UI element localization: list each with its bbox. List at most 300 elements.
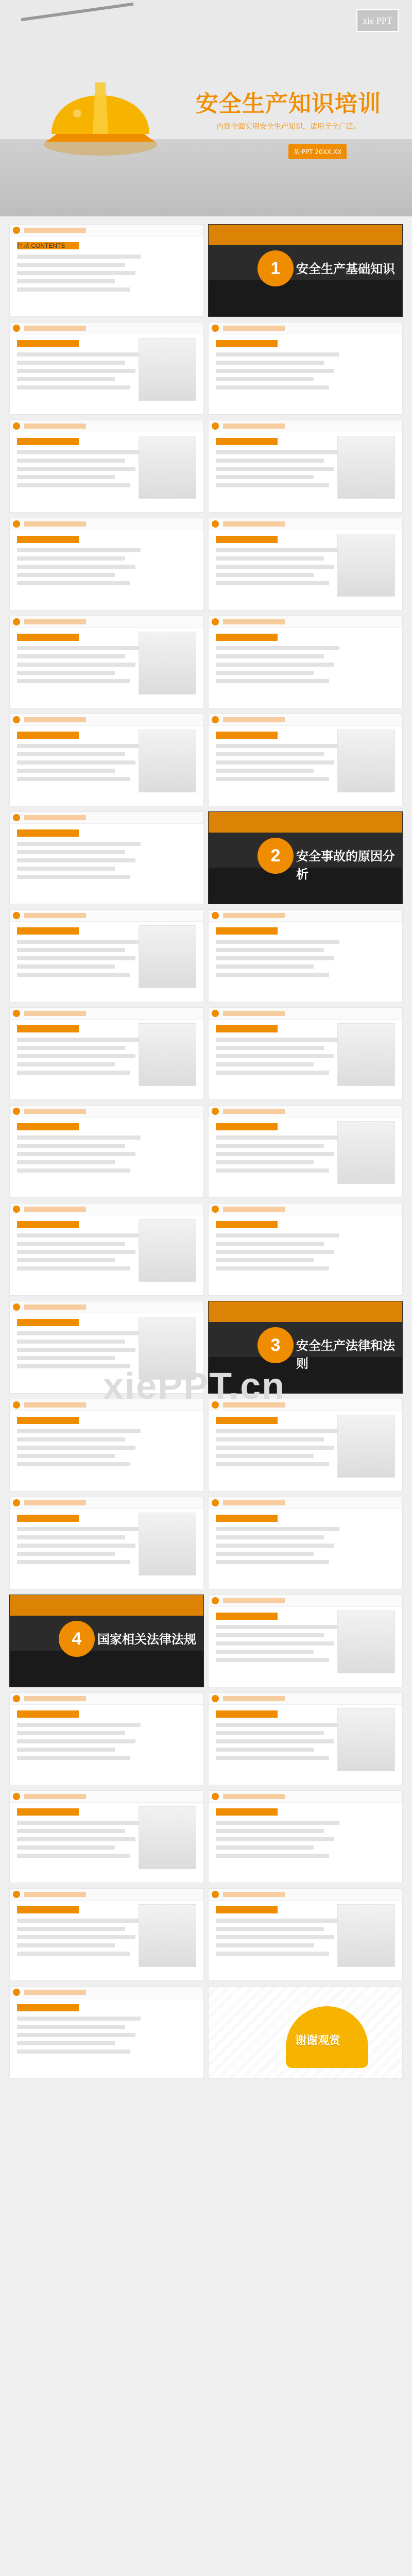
slide-accent-tag (17, 634, 79, 641)
text-line (216, 1054, 334, 1058)
text-line (17, 964, 115, 969)
slide-title-bar (223, 1500, 285, 1505)
slide-accent-tag (216, 927, 278, 935)
slide-title-bar (223, 521, 285, 527)
text-line (17, 2016, 141, 2021)
section-banner (10, 1595, 203, 1616)
text-line (17, 1821, 141, 1825)
slide-title-bar (223, 1011, 285, 1016)
text-line (216, 1739, 334, 1743)
text-line (17, 1136, 141, 1140)
slide-accent-tag (216, 1221, 278, 1228)
slide-title-bar (24, 1990, 86, 1995)
slide-accent-tag (216, 1123, 278, 1130)
text-line (216, 352, 339, 357)
slide-title-bar (223, 423, 285, 429)
slide-header (10, 1889, 203, 1901)
slide-header (209, 1595, 402, 1607)
slide-accent-tag (216, 1613, 278, 1620)
text-line (216, 1454, 314, 1458)
text-line (17, 263, 125, 267)
text-line (216, 1429, 339, 1433)
slide-header (10, 420, 203, 432)
text-line (216, 1250, 334, 1254)
text-line (17, 475, 115, 479)
slide-title-bar (24, 1207, 86, 1212)
slide-index-dot (13, 325, 20, 332)
slide-thumbnail (208, 1007, 403, 1100)
slide-accent-tag (216, 1417, 278, 1424)
text-line (216, 1258, 314, 1262)
text-line (17, 548, 141, 552)
slide-index-dot (212, 1499, 219, 1506)
slide-image (337, 730, 395, 792)
text-line (17, 573, 115, 577)
text-line (216, 1544, 334, 1548)
slide-index-dot (212, 325, 219, 332)
slide-thumbnail (208, 518, 403, 611)
slide-thumbnail (208, 1888, 403, 1981)
slide-accent-tag (216, 1515, 278, 1522)
slide-index-dot (212, 912, 219, 919)
helmet-illustration (36, 46, 165, 175)
text-line (216, 1821, 339, 1825)
slide-accent-tag (216, 438, 278, 445)
text-line (17, 1723, 141, 1727)
text-line (17, 1748, 115, 1752)
slide-header (10, 1008, 203, 1020)
text-line (17, 1756, 130, 1760)
slide-label: 目录 CONTENTS (17, 242, 65, 249)
slide-header (10, 812, 203, 824)
text-line (216, 1756, 329, 1760)
text-line (17, 556, 125, 561)
text-line (17, 1527, 141, 1531)
text-line (17, 1340, 125, 1344)
slide-title-bar (24, 1402, 86, 1408)
slide-index-dot (13, 1206, 20, 1213)
slide-header (209, 910, 402, 922)
slide-thumbnail (208, 1497, 403, 1589)
slide-header (209, 1889, 402, 1901)
text-line (216, 1527, 339, 1531)
slide-index-dot (13, 1793, 20, 1800)
text-line (216, 1658, 329, 1662)
slide-header (10, 518, 203, 530)
slide-title-bar (24, 717, 86, 722)
slide-index-dot (212, 1793, 219, 1800)
text-line (216, 1242, 324, 1246)
slide-image (337, 1121, 395, 1184)
text-line (17, 1242, 125, 1246)
slide-title-bar (24, 913, 86, 918)
slide-thumbnail (208, 420, 403, 513)
slide-thumbnail (9, 322, 204, 415)
text-line (216, 1233, 339, 1238)
slide-accent-tag (17, 1906, 79, 1913)
slide-title-bar (223, 913, 285, 918)
slide-header (209, 1791, 402, 1803)
slide-accent-tag (17, 1808, 79, 1816)
slide-thumbnail (9, 909, 204, 1002)
slide-image (139, 1904, 196, 1967)
slide-thumbnail (208, 714, 403, 806)
text-line (216, 1046, 324, 1050)
section-title: 国家相关法律法规 (97, 1632, 196, 1647)
text-line (17, 1952, 130, 1956)
slide-header (10, 1301, 203, 1313)
slide-accent-tag (216, 1025, 278, 1032)
slide-index-dot (13, 1401, 20, 1409)
slide-image (139, 338, 196, 401)
slide-title-bar (24, 326, 86, 331)
slide-image (139, 1023, 196, 1086)
slide-thumbnail (9, 1007, 204, 1100)
slide-header (10, 1791, 203, 1803)
text-line (17, 565, 135, 569)
text-line (17, 1535, 125, 1539)
text-line (17, 2041, 115, 2045)
slide-header (209, 714, 402, 726)
text-line (17, 940, 141, 944)
slide-image (139, 436, 196, 499)
text-line (17, 1446, 135, 1450)
text-line (17, 1160, 115, 1164)
text-line (17, 459, 125, 463)
text-line (17, 255, 141, 259)
text-line (17, 1927, 125, 1931)
text-line (216, 769, 314, 773)
slide-image (337, 1904, 395, 1967)
slide-accent-tag (216, 1808, 278, 1816)
text-line (216, 663, 334, 667)
text-line (216, 483, 329, 487)
text-line (17, 352, 141, 357)
text-line (17, 663, 135, 667)
slide-accent-tag (17, 829, 79, 837)
slide-header (209, 1106, 402, 1117)
slide-accent-tag (17, 2004, 79, 2011)
slide-thumbnail (9, 616, 204, 708)
text-line (17, 1552, 115, 1556)
slide-header (10, 1987, 203, 1998)
slide-header (209, 420, 402, 432)
watermark-text: xiePPT.cn (103, 1366, 286, 1407)
slide-thumbnail (9, 714, 204, 806)
text-line (17, 1919, 141, 1923)
slide-index-dot (13, 1891, 20, 1898)
slide-header (209, 1693, 402, 1705)
slide-index-dot (212, 1695, 219, 1702)
slide-thumbnail (9, 1595, 204, 1687)
text-line (17, 2049, 130, 2054)
slide-thumbnail (9, 224, 204, 317)
text-line (216, 1952, 329, 1956)
text-line (216, 1633, 324, 1637)
text-line (17, 581, 130, 585)
text-line (216, 1168, 329, 1173)
slide-index-dot (212, 1206, 219, 1213)
text-line (216, 1535, 324, 1539)
text-line (17, 483, 130, 487)
text-line (17, 1845, 115, 1850)
text-line (216, 940, 339, 944)
slide-title-bar (223, 1207, 285, 1212)
slide-accent-tag (17, 1710, 79, 1718)
slide-thumbnail (9, 1790, 204, 1883)
text-line (216, 777, 329, 781)
text-line (216, 1152, 334, 1156)
slide-title-bar (24, 228, 86, 233)
section-number: 1 (258, 250, 294, 286)
text-line (17, 867, 115, 871)
slide-index-dot (212, 520, 219, 528)
slide-image (337, 1023, 395, 1086)
text-line (17, 1258, 115, 1262)
slide-thumbnail (9, 518, 204, 611)
text-line (17, 1062, 115, 1066)
slide-header (10, 225, 203, 236)
text-line (17, 948, 125, 952)
text-line (216, 1038, 339, 1042)
slide-index-dot (13, 520, 20, 528)
slide-title-bar (24, 1304, 86, 1310)
text-line (17, 1046, 125, 1050)
text-line (216, 377, 314, 381)
text-line (17, 1731, 125, 1735)
slide-accent-tag (216, 1906, 278, 1913)
text-line (17, 1739, 135, 1743)
slide-image (139, 1513, 196, 1575)
slide-header (10, 1106, 203, 1117)
slide-thumbnail (208, 811, 403, 904)
slide-thumbnail (9, 1986, 204, 2079)
hero-subtitle: 内容全面实用安全生产知识，适用于全广泛。 (216, 123, 360, 131)
slide-title-bar (24, 619, 86, 624)
slide-index-dot (212, 1010, 219, 1017)
slide-index-dot (13, 716, 20, 723)
text-line (17, 1943, 115, 1947)
slide-title-bar (24, 1696, 86, 1701)
slide-thumbnail (208, 1595, 403, 1687)
slide-title-bar (223, 1598, 285, 1603)
slides-grid (9, 224, 403, 2079)
text-line (17, 1544, 135, 1548)
text-line (216, 548, 339, 552)
text-line (216, 450, 339, 454)
slide-title-bar (24, 521, 86, 527)
workers-silhouette (10, 1651, 203, 1687)
section-title: 安全生产法律和法则 (296, 1338, 395, 1371)
text-line (17, 1038, 141, 1042)
hero-title: 安全生产知识培训 (196, 91, 381, 116)
section-title: 安全生产基础知识 (296, 262, 395, 276)
slide-title-bar (223, 619, 285, 624)
slide-image (139, 730, 196, 792)
slide-accent-tag (17, 927, 79, 935)
slide-accent-tag (17, 340, 79, 347)
section-banner (209, 812, 402, 833)
slide-title-bar (24, 1500, 86, 1505)
slide-accent-tag (17, 1515, 79, 1522)
slide-header (209, 518, 402, 530)
slide-thumbnail (9, 1888, 204, 1981)
text-line (216, 1650, 314, 1654)
text-line (17, 1331, 141, 1335)
text-line (216, 646, 339, 650)
section-number: 2 (258, 838, 294, 874)
slide-accent-tag (216, 340, 278, 347)
text-line (17, 1829, 125, 1833)
text-line (17, 777, 130, 781)
slide-index-dot (13, 1989, 20, 1996)
text-line (216, 1943, 314, 1947)
slide-title-bar (223, 326, 285, 331)
text-line (216, 1552, 314, 1556)
text-line (17, 1356, 115, 1360)
text-line (17, 671, 115, 675)
slide-header (209, 1008, 402, 1020)
slide-index-dot (13, 1695, 20, 1702)
text-line (17, 279, 115, 283)
text-line (216, 1641, 334, 1646)
text-line (216, 581, 329, 585)
text-line (17, 744, 141, 748)
text-line (216, 654, 324, 658)
text-line (216, 475, 314, 479)
slide-header (10, 1497, 203, 1509)
slide-image (139, 1806, 196, 1869)
text-line (17, 1152, 135, 1156)
slide-thumbnail (9, 1105, 204, 1198)
slide-thumbnail (9, 1692, 204, 1785)
text-line (216, 744, 339, 748)
slide-accent-tag (17, 438, 79, 445)
slide-image (337, 1415, 395, 1478)
slide-index-dot (13, 1303, 20, 1311)
crane-illustration (21, 3, 134, 22)
text-line (216, 1437, 324, 1442)
section-number: 3 (258, 1327, 294, 1363)
text-line (216, 459, 324, 463)
slide-thumbnail (9, 1203, 204, 1296)
text-line (216, 467, 334, 471)
slide-index-dot (13, 912, 20, 919)
text-line (17, 1462, 130, 1466)
text-line (216, 752, 324, 756)
text-line (216, 1723, 339, 1727)
text-line (216, 1935, 334, 1939)
text-line (17, 1250, 135, 1254)
text-line (17, 654, 125, 658)
text-line (17, 1266, 130, 1270)
slide-accent-tag (216, 634, 278, 641)
text-line (216, 556, 324, 561)
text-line (17, 450, 141, 454)
text-line (17, 1454, 115, 1458)
slide-header (10, 1693, 203, 1705)
slide-index-dot (13, 227, 20, 234)
slide-title-bar (24, 1011, 86, 1016)
brand-logo: xie PPT (356, 9, 399, 32)
slide-header (209, 323, 402, 334)
slide-image (337, 534, 395, 597)
slide-thumbnail (208, 1692, 403, 1785)
slide-accent-tag (17, 1221, 79, 1228)
slide-thumbnail (9, 811, 204, 904)
text-line (216, 385, 329, 389)
slide-thumbnail (208, 1105, 403, 1198)
slide-accent-tag (216, 732, 278, 739)
slide-image (337, 1611, 395, 1673)
text-line (216, 1625, 339, 1629)
text-line (17, 1837, 135, 1841)
text-line (216, 1829, 324, 1833)
text-line (216, 1136, 339, 1140)
slide-image (139, 1219, 196, 1282)
slide-image (337, 1708, 395, 1771)
slide-title-bar (223, 1892, 285, 1897)
text-line (17, 875, 130, 879)
slide-title-bar (24, 423, 86, 429)
section-number: 4 (59, 1621, 95, 1657)
slide-accent-tag (216, 536, 278, 543)
slide-title-bar (223, 717, 285, 722)
slide-index-dot (13, 814, 20, 821)
hero-cover-slide (0, 0, 412, 216)
text-line (17, 842, 141, 846)
section-banner (209, 225, 402, 245)
text-line (17, 1054, 135, 1058)
section-banner (209, 1301, 402, 1322)
hero-badge: 某·PPT 20XX.XX (288, 144, 347, 159)
slide-thumbnail (208, 909, 403, 1002)
text-line (17, 646, 141, 650)
slide-thumbnail (208, 616, 403, 708)
text-line (17, 1854, 130, 1858)
text-line (216, 1160, 314, 1164)
text-line (216, 1748, 314, 1752)
text-line (17, 369, 135, 373)
slide-header (10, 910, 203, 922)
text-line (216, 956, 334, 960)
slide-title-bar (24, 1109, 86, 1114)
slide-index-dot (212, 716, 219, 723)
text-line (17, 858, 135, 862)
slide-header (209, 1497, 402, 1509)
slide-index-dot (212, 1891, 219, 1898)
slide-index-dot (13, 618, 20, 625)
text-line (216, 1062, 314, 1066)
slide-index-dot (13, 422, 20, 430)
text-line (216, 1919, 339, 1923)
text-line (17, 361, 125, 365)
text-line (17, 1429, 141, 1433)
text-line (216, 964, 314, 969)
text-line (216, 1462, 329, 1466)
text-line (17, 973, 130, 977)
text-line (17, 1437, 125, 1442)
text-line (17, 2025, 125, 2029)
slide-thumbnail (208, 1790, 403, 1883)
text-line (17, 1560, 130, 1564)
slide-image (337, 436, 395, 499)
text-line (17, 1233, 141, 1238)
text-line (216, 1837, 334, 1841)
slide-thumbnail (9, 1497, 204, 1589)
slide-thumbnail (208, 224, 403, 317)
text-line (17, 850, 125, 854)
